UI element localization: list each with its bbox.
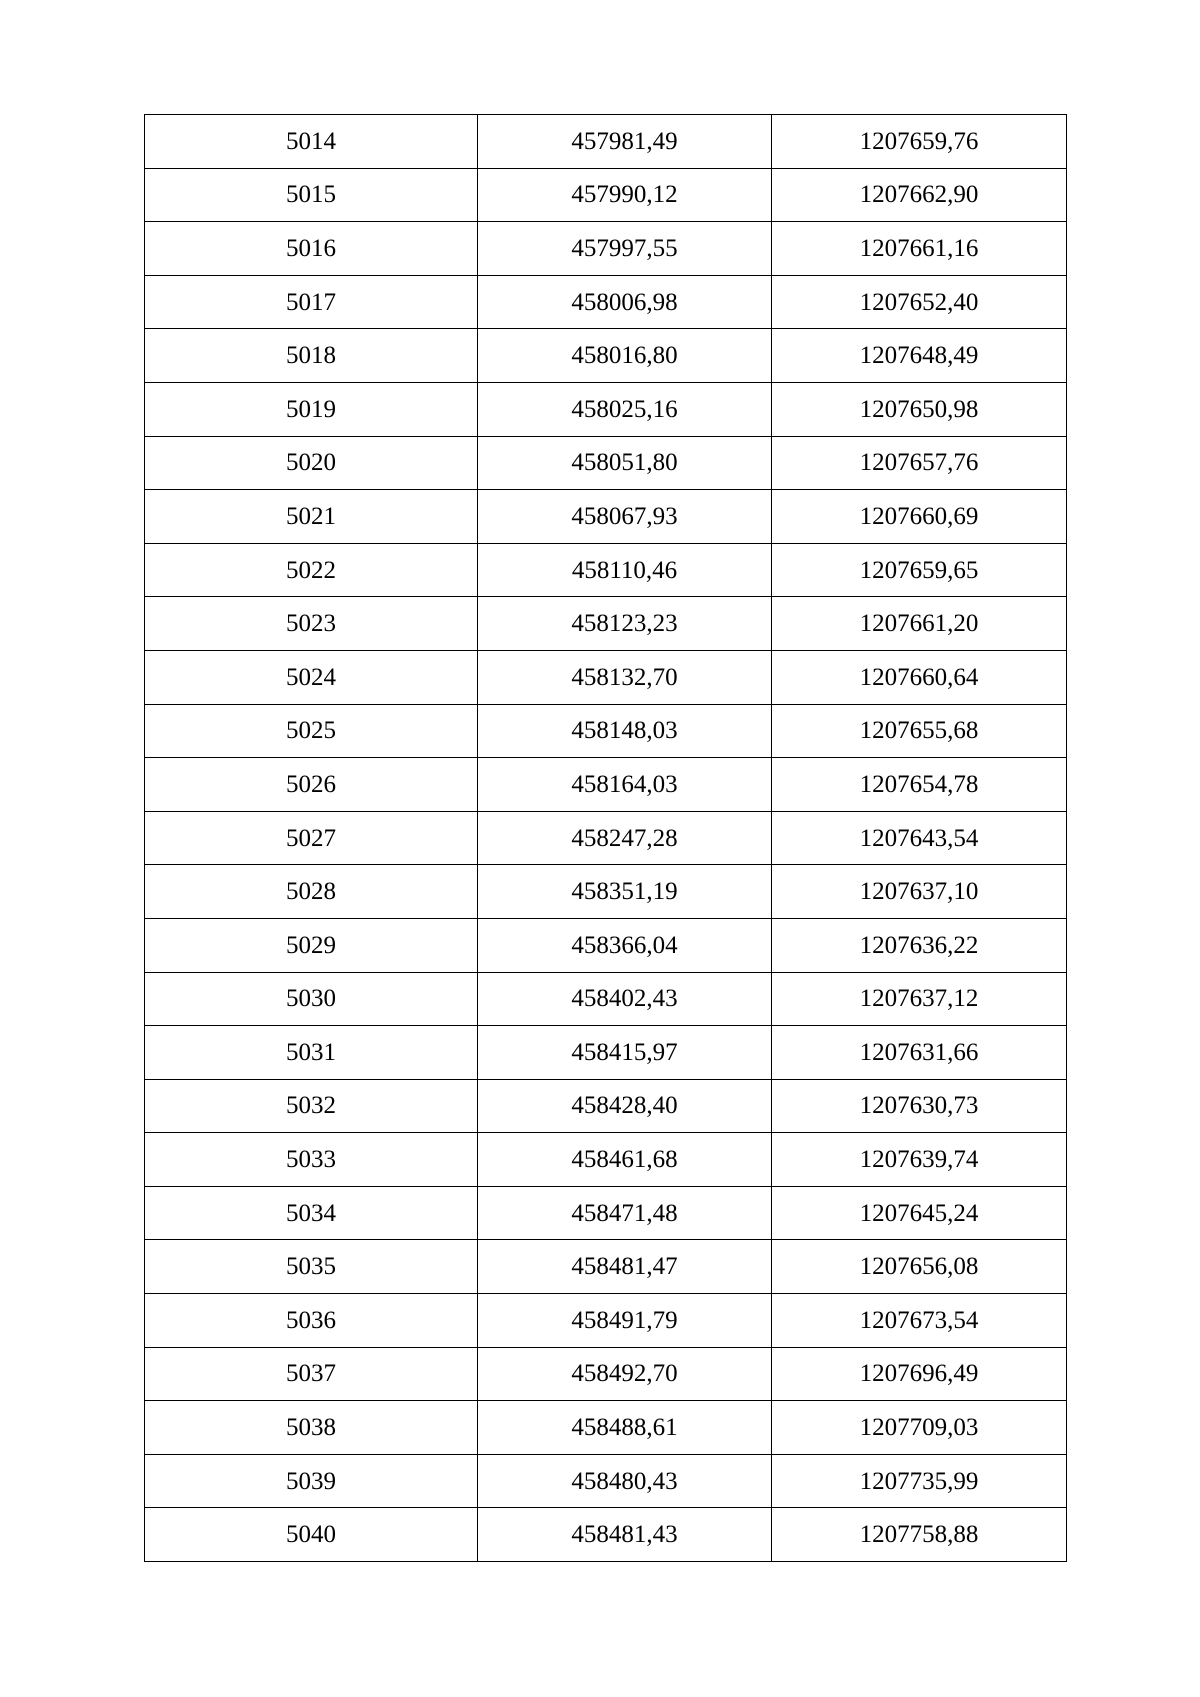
point-number-cell: 5014 (145, 115, 478, 169)
table-row (145, 222, 1067, 276)
y-coordinate-cell: 1207662,90 (772, 168, 1067, 222)
y-coordinate-cell: 1207654,78 (772, 758, 1067, 812)
point-number-cell: 5020 (145, 436, 478, 490)
y-coordinate-cell: 1207652,40 (772, 275, 1067, 329)
x-coordinate-cell: 458402,43 (478, 972, 772, 1026)
y-coordinate-cell: 1207630,73 (772, 1079, 1067, 1133)
x-coordinate-cell: 458016,80 (478, 329, 772, 383)
y-coordinate-cell: 1207758,88 (772, 1508, 1067, 1562)
x-coordinate-cell: 458488,61 (478, 1401, 772, 1455)
y-coordinate-cell: 1207631,66 (772, 1026, 1067, 1080)
x-coordinate-cell: 458471,48 (478, 1186, 772, 1240)
x-coordinate-cell: 458006,98 (478, 275, 772, 329)
point-number-cell: 5032 (145, 1079, 478, 1133)
x-coordinate-cell: 458480,43 (478, 1454, 772, 1508)
x-coordinate-cell: 458461,68 (478, 1133, 772, 1187)
table-row (145, 275, 1067, 329)
x-coordinate-cell: 458067,93 (478, 490, 772, 544)
x-coordinate-cell: 458164,03 (478, 758, 772, 812)
table-row (145, 490, 1067, 544)
table-row (145, 1508, 1067, 1562)
point-number-cell: 5030 (145, 972, 478, 1026)
x-coordinate-cell: 458132,70 (478, 650, 772, 704)
point-number-cell: 5022 (145, 543, 478, 597)
point-number-cell: 5028 (145, 865, 478, 919)
point-number-cell: 5029 (145, 918, 478, 972)
y-coordinate-cell: 1207661,16 (772, 222, 1067, 276)
point-number-cell: 5018 (145, 329, 478, 383)
point-number-cell: 5033 (145, 1133, 478, 1187)
x-coordinate-cell: 458123,23 (478, 597, 772, 651)
point-number-cell: 5026 (145, 758, 478, 812)
coordinates-table-body (145, 115, 1067, 1562)
x-coordinate-cell: 458491,79 (478, 1294, 772, 1348)
table-row (145, 1347, 1067, 1401)
y-coordinate-cell: 1207655,68 (772, 704, 1067, 758)
table-row (145, 972, 1067, 1026)
table-row (145, 1240, 1067, 1294)
x-coordinate-cell: 458415,97 (478, 1026, 772, 1080)
table-row (145, 1401, 1067, 1455)
point-number-cell: 5023 (145, 597, 478, 651)
table-row (145, 115, 1067, 169)
point-number-cell: 5016 (145, 222, 478, 276)
y-coordinate-cell: 1207648,49 (772, 329, 1067, 383)
table-row (145, 597, 1067, 651)
y-coordinate-cell: 1207645,24 (772, 1186, 1067, 1240)
y-coordinate-cell: 1207660,69 (772, 490, 1067, 544)
y-coordinate-cell: 1207637,10 (772, 865, 1067, 919)
y-coordinate-cell: 1207696,49 (772, 1347, 1067, 1401)
x-coordinate-cell: 458481,43 (478, 1508, 772, 1562)
table-row (145, 1133, 1067, 1187)
table-row (145, 1026, 1067, 1080)
x-coordinate-cell: 458247,28 (478, 811, 772, 865)
point-number-cell: 5027 (145, 811, 478, 865)
table-row (145, 758, 1067, 812)
table-row (145, 811, 1067, 865)
point-number-cell: 5038 (145, 1401, 478, 1455)
point-number-cell: 5035 (145, 1240, 478, 1294)
y-coordinate-cell: 1207643,54 (772, 811, 1067, 865)
point-number-cell: 5021 (145, 490, 478, 544)
y-coordinate-cell: 1207661,20 (772, 597, 1067, 651)
table-row (145, 436, 1067, 490)
point-number-cell: 5017 (145, 275, 478, 329)
table-row (145, 543, 1067, 597)
point-number-cell: 5034 (145, 1186, 478, 1240)
point-number-cell: 5036 (145, 1294, 478, 1348)
table-row (145, 329, 1067, 383)
y-coordinate-cell: 1207636,22 (772, 918, 1067, 972)
table-row (145, 168, 1067, 222)
y-coordinate-cell: 1207660,64 (772, 650, 1067, 704)
x-coordinate-cell: 458110,46 (478, 543, 772, 597)
x-coordinate-cell: 458351,19 (478, 865, 772, 919)
y-coordinate-cell: 1207659,65 (772, 543, 1067, 597)
y-coordinate-cell: 1207657,76 (772, 436, 1067, 490)
x-coordinate-cell: 457990,12 (478, 168, 772, 222)
table-row (145, 704, 1067, 758)
table-row (145, 918, 1067, 972)
point-number-cell: 5039 (145, 1454, 478, 1508)
point-number-cell: 5025 (145, 704, 478, 758)
x-coordinate-cell: 457997,55 (478, 222, 772, 276)
x-coordinate-cell: 458025,16 (478, 382, 772, 436)
y-coordinate-cell: 1207637,12 (772, 972, 1067, 1026)
x-coordinate-cell: 458148,03 (478, 704, 772, 758)
x-coordinate-cell: 458492,70 (478, 1347, 772, 1401)
point-number-cell: 5015 (145, 168, 478, 222)
x-coordinate-cell: 458428,40 (478, 1079, 772, 1133)
x-coordinate-cell: 458366,04 (478, 918, 772, 972)
table-row (145, 1186, 1067, 1240)
point-number-cell: 5019 (145, 382, 478, 436)
y-coordinate-cell: 1207650,98 (772, 382, 1067, 436)
table-row (145, 1454, 1067, 1508)
table-row (145, 382, 1067, 436)
y-coordinate-cell: 1207735,99 (772, 1454, 1067, 1508)
y-coordinate-cell: 1207709,03 (772, 1401, 1067, 1455)
point-number-cell: 5031 (145, 1026, 478, 1080)
y-coordinate-cell: 1207656,08 (772, 1240, 1067, 1294)
x-coordinate-cell: 458051,80 (478, 436, 772, 490)
y-coordinate-cell: 1207639,74 (772, 1133, 1067, 1187)
point-number-cell: 5040 (145, 1508, 478, 1562)
x-coordinate-cell: 458481,47 (478, 1240, 772, 1294)
y-coordinate-cell: 1207673,54 (772, 1294, 1067, 1348)
y-coordinate-cell: 1207659,76 (772, 115, 1067, 169)
coordinates-table (144, 114, 1067, 1562)
point-number-cell: 5037 (145, 1347, 478, 1401)
table-row (145, 1294, 1067, 1348)
table-row (145, 650, 1067, 704)
table-row (145, 865, 1067, 919)
table-row (145, 1079, 1067, 1133)
x-coordinate-cell: 457981,49 (478, 115, 772, 169)
point-number-cell: 5024 (145, 650, 478, 704)
